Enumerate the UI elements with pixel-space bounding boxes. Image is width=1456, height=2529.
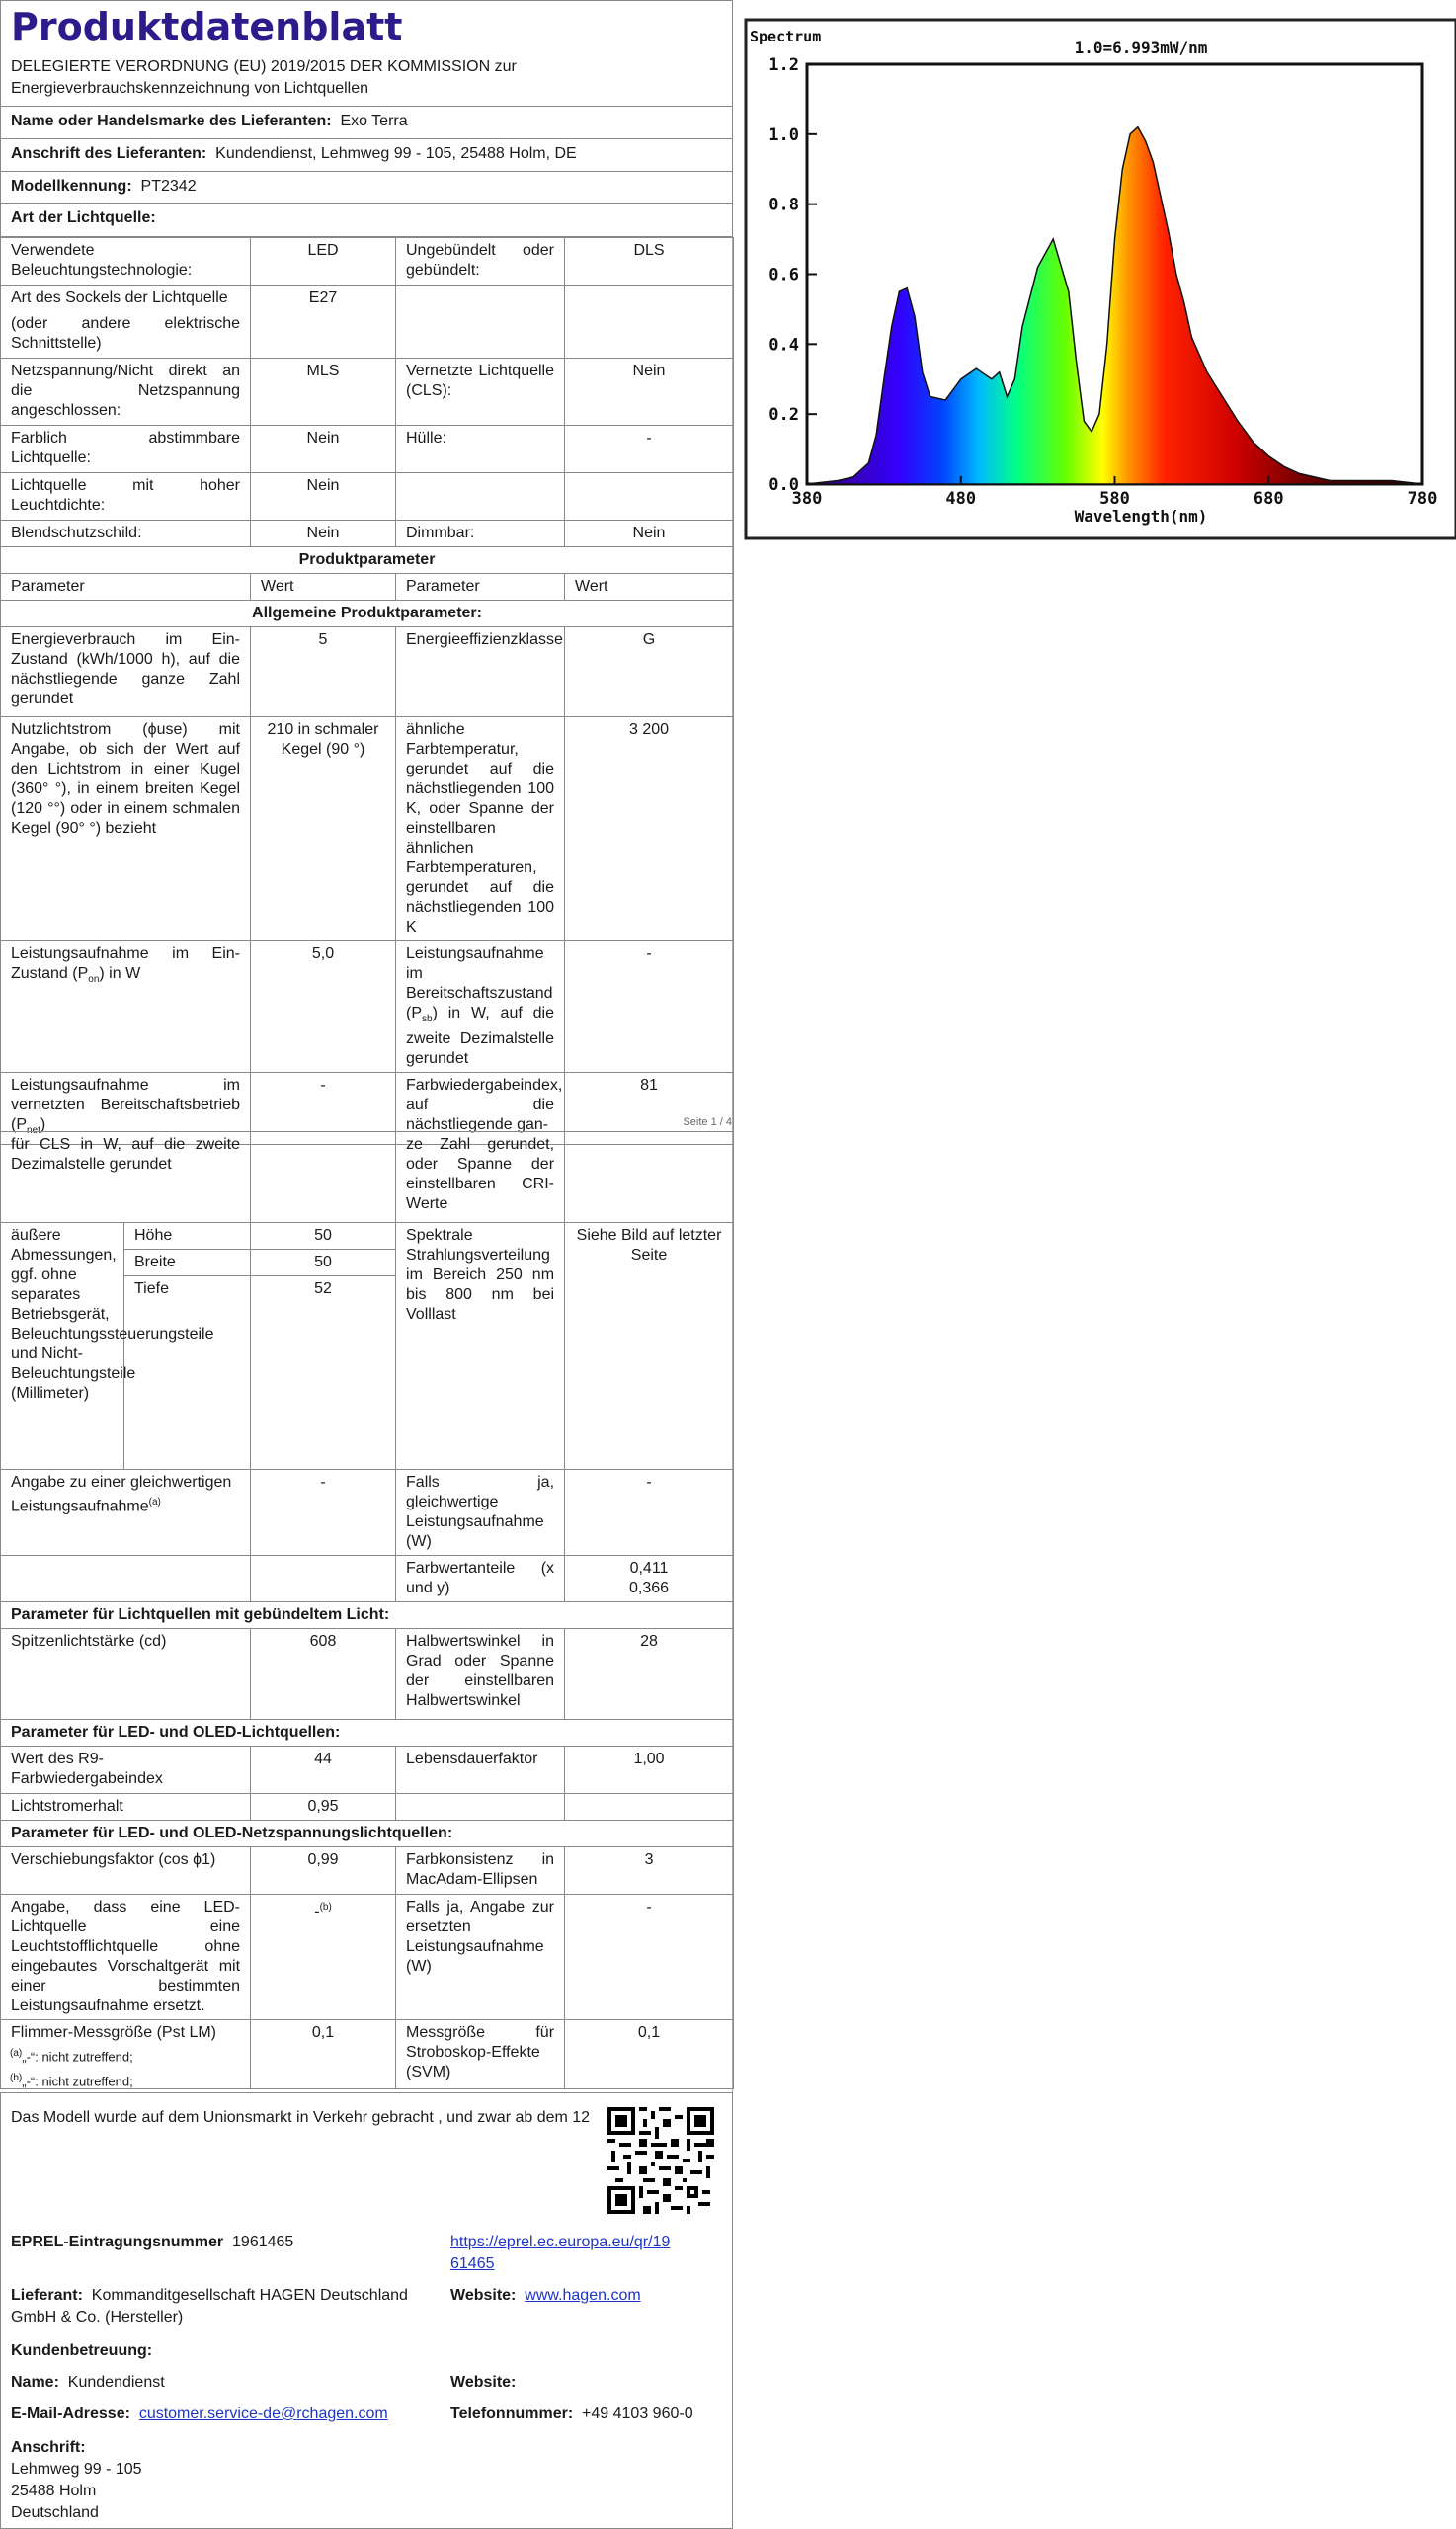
address-block [11,2437,142,2524]
table-row [1,1470,734,1556]
phone-label: Telefonnummer: [450,2406,574,2422]
cell: Lichtquelle mit hoher Leuchtdichte: [1,473,251,521]
qr-code-icon[interactable] [607,2107,714,2214]
regulation-line-1: DELEGIERTE VERORDNUNG (EU) 2019/2015 DER KOMMISSION zur [11,58,517,75]
footnote-marker: (a) [10,2048,23,2059]
customer-care-heading [11,2340,152,2362]
website-label: Website: [450,2287,517,2304]
supplier-address-row [0,139,733,172]
customer-care-label: Kundenbetreuung: [11,2342,153,2359]
contact-name-row [11,2372,165,2394]
socket-note: (oder andere elektrische Schnittstelle) [11,315,240,352]
y-tick-label: 0.0 [768,475,799,495]
y-tick-label: 1.0 [768,124,799,145]
spectrum-chart [746,20,1456,538]
address-label: Anschrift: [11,2439,86,2456]
email-label: E-Mail-Adresse: [11,2406,130,2422]
x-tick-label: 780 [1407,489,1438,509]
product-parameters-table [0,546,734,1145]
cell: - [565,1895,734,2020]
cell [565,1132,734,1223]
table-row [1,1556,734,1602]
y-tick-label: 0.6 [768,265,799,286]
section-heading: Parameter für LED- und OLED-Netzspannungslichtquellen: [1,1821,734,1847]
cell: Messgröße für Stroboskop-Effekte (SVM) [396,2020,565,2089]
website2-row [450,2372,516,2394]
table-row [1,286,734,359]
cell: 3 [565,1847,734,1895]
table-row [1,426,734,473]
contact-name-label: Name: [11,2374,59,2391]
section-heading: Produktparameter [1,547,734,574]
cell: Energieeffizienzklasse [396,627,565,717]
cell: - [251,1073,396,1145]
cell [396,941,565,1073]
market-text: Das Modell wurde auf dem Unionsmarkt in Verkehr gebracht , und zwar ab dem 12 [11,2109,591,2126]
light-type-heading [0,204,733,237]
contact-name-value: Kundendienst [67,2374,165,2391]
cell [1,1556,251,1602]
cell: Spitzenlichtstärke (cd) [1,1629,251,1720]
cell [1,286,251,359]
title-block [0,0,733,107]
pon-label: Leistungsaufnahme im Ein-Zustand (P [11,945,240,982]
supplier-address-label: Anschrift des Lieferanten: [11,145,207,162]
eprel-url-line-1[interactable]: https://eprel.ec.europa.eu/qr/19 [450,2234,671,2250]
email-link[interactable]: customer.service-de@rchagen.com [138,2406,388,2422]
table-row [1,1747,734,1794]
product-parameters-table-continued [0,1131,734,2089]
cell: Verwendete Beleuchtungstechnologie: [1,238,251,286]
x-tick-label: 480 [945,489,977,509]
cell: ähnliche Farbtemperatur, gerundet auf die nächstliegenden 100 K, oder Spanne der einstellbaren ähnlichen Farbtemperaturen, gerundet auf die nächstliegenden 100 K [396,717,565,941]
cell: 608 [251,1629,396,1720]
cell [251,1132,396,1223]
table-row [1,1132,734,1223]
footnote-marker: (b) [10,2073,23,2084]
cell: Angabe, dass eine LED-Lichtquelle eine Leuchtstofflichtquelle ohne eingebautes Vorschaltgerät mit einer bestimmten Leistungsaufnahme ersetzt. [1,1895,251,2020]
cell: Siehe Bild auf letzter Seite [565,1223,734,1470]
supplier-label: Lieferant: [11,2287,83,2304]
chroma-y: 0,366 [628,1580,670,1596]
supplier-info [11,2285,436,2328]
cell: Dimmbar: [396,521,565,547]
footnote-ref: (a) [148,1497,161,1508]
table-row [1,1794,734,1821]
footnote-ref: (b) [319,1902,332,1913]
supplier-name-value: Exo Terra [340,113,408,129]
psb-tail: ) in W, auf die zweite Dezimalstelle gerundet [406,1005,554,1068]
cell: Nein [251,521,396,547]
footnote-a [10,2043,133,2068]
eprel-label: EPREL-Eintragungsnummer [11,2234,224,2250]
cell: 50 [251,1250,396,1276]
website2-label: Website: [450,2374,517,2391]
page-number: Seite 1 / 4 [683,1116,732,1128]
column-header: Parameter [396,574,565,601]
table-row [1,1223,734,1250]
footnote-text: „-“: nicht zutreffend; [22,2049,133,2065]
table-row [1,1847,734,1895]
address-line-1: Lehmweg 99 - 105 [11,2461,142,2478]
cell [396,473,565,521]
cell: Spektrale Strahlungsverteilung im Bereich 250 nm bis 800 nm bei Volllast [396,1223,565,1470]
x-tick-label: 380 [791,489,823,509]
cell [251,1895,396,2020]
cell: 52 [251,1276,396,1470]
cell: 0,1 [565,2020,734,2089]
psb-label: Leistungsaufnahme im Bereitschaftszustand (P [406,945,553,1021]
cell: 1,00 [565,1747,734,1794]
cell [565,286,734,359]
eprel-section [0,2092,733,2529]
cell: Ungebündelt oder gebündelt: [396,238,565,286]
page-title: Produktdatenblatt [11,5,403,48]
supplier-name-label: Name oder Handelsmarke des Lieferanten: [11,113,332,129]
email-row [11,2404,388,2425]
cell: Hülle: [396,426,565,473]
table-row [1,521,734,547]
table-row [1,1895,734,2020]
pon-tail: ) in W [99,965,141,982]
y-tick-label: 1.2 [768,55,799,75]
x-axis-label: Wavelength(nm) [1074,507,1208,526]
cell: 0,95 [251,1794,396,1821]
cell [396,1794,565,1821]
cell: 50 [251,1223,396,1250]
cell [1,941,251,1073]
cell: - [565,941,734,1073]
cell: 44 [251,1747,396,1794]
table-row [1,359,734,426]
supplier-address-value: Kundendienst, Lehmweg 99 - 105, 25488 Holm, DE [215,145,577,162]
light-type-label: Art der Lichtquelle: [11,209,156,226]
spectrum-svg [746,20,1456,538]
cell: 28 [565,1629,734,1720]
cell: Tiefe [124,1276,251,1470]
table-row [1,941,734,1073]
supplier-value-2: GmbH & Co. (Hersteller) [11,2309,184,2325]
cell: Farbwiedergabeindex, auf die nächstliegende gan- [396,1073,565,1145]
cell: G [565,627,734,717]
table-row [1,717,734,941]
light-type-table [0,237,734,547]
cell [251,1556,396,1602]
pnet-tail: ) [40,1116,46,1134]
eprel-value: 1961465 [232,2234,294,2250]
supplier-name-row [0,107,733,139]
cell: Blendschutzschild: [1,521,251,547]
website-link[interactable]: www.hagen.com [525,2287,641,2304]
cell: - [565,426,734,473]
pnet-label: Leistungsaufnahme im vernetzten Bereitschaftsbetrieb (P [11,1077,240,1134]
model-label: Modellkennung: [11,178,132,195]
section-heading: Parameter für LED- und OLED-Lichtquellen: [1,1720,734,1747]
cell: ze Zahl gerundet, oder Spanne der einstellbaren CRI-Werte [396,1132,565,1223]
cell: Lichtstromerhalt [1,1794,251,1821]
cell: Höhe [124,1223,251,1250]
cell: Breite [124,1250,251,1276]
cell: äußere Abmessungen, ggf. ohne separates Betriebsgerät, Beleuchtungssteuerungsteile und Nicht-Beleuchtungsteile (Millimeter) [1,1223,124,1470]
footnote-text: „-“: nicht zutreffend; [22,2074,133,2089]
website-row [450,2285,641,2307]
cell: Falls ja, gleichwertige Leistungsaufnahme (W) [396,1470,565,1556]
cell: Nutzlichtstrom (ϕuse) mit Angabe, ob sich der Wert auf den Lichtstrom in einer Kugel (360° °), in einem breiten Kegel (120 °°) oder in einem schmalen Kegel (90° °) bezieht [1,717,251,941]
socket-label: Art des Sockels der Lichtquelle [11,289,228,306]
cell [565,1794,734,1821]
section-heading: Allgemeine Produktparameter: [1,601,734,627]
cell: 3 200 [565,717,734,941]
regulation-text [11,56,722,100]
cell: Netzspannung/Nicht direkt an die Netzspannung angeschlossen: [1,359,251,426]
cell: 5,0 [251,941,396,1073]
cell: Nein [565,359,734,426]
footnotes [10,2043,133,2093]
chart-annotation: 1.0=6.993mW/nm [1074,39,1208,57]
table-row [1,238,734,286]
equiv-label: Angabe zu einer gleichwertigen Leistungsaufnahme [11,1474,232,1515]
y-tick-label: 0.2 [768,405,799,426]
cell: für CLS in W, auf die zweite Dezimalstelle gerundet [1,1132,251,1223]
x-tick-label: 580 [1099,489,1130,509]
table-header-row [1,574,734,601]
column-header: Wert [565,574,734,601]
cell: Flimmer-Messgröße (Pst LM) [1,2020,251,2089]
y-tick-label: 0.8 [768,195,799,215]
replace-value: - [314,1903,320,1920]
cell: Vernetzte Lichtquelle (CLS): [396,359,565,426]
cell: Farbkonsistenz in MacAdam-Ellipsen [396,1847,565,1895]
table-row [1,627,734,717]
table-row [1,473,734,521]
cell: Nein [565,521,734,547]
column-header: Wert [251,574,396,601]
address-line-2: 25488 Holm [11,2483,97,2499]
cell: Wert des R9-Farbwiedergabeindex [1,1747,251,1794]
chroma-x: 0,411 [629,1560,669,1577]
cell: LED [251,238,396,286]
eprel-link[interactable] [450,2232,670,2275]
cell: Farbwertanteile (x und y) [396,1556,565,1602]
cell: Energieverbrauch im Ein-Zustand (kWh/1000 h), auf die nächstliegende ganze Zahl gerundet [1,627,251,717]
supplier-value: Kommanditgesellschaft HAGEN Deutschland [91,2287,408,2304]
model-value: PT2342 [140,178,197,195]
cell: Nein [251,426,396,473]
cell: 0,1 [251,2020,396,2089]
cell: DLS [565,238,734,286]
y-tick-label: 0.4 [768,335,799,356]
column-header: Parameter [1,574,251,601]
phone-value: +49 4103 960-0 [582,2406,693,2422]
cell: - [565,1470,734,1556]
cell [396,286,565,359]
phone-row [450,2404,693,2425]
cell: 0,99 [251,1847,396,1895]
cell: 210 in schmaler Kegel (90 °) [251,717,396,941]
cell [1,1470,251,1556]
cell: 81 [565,1073,734,1145]
cell: Nein [251,473,396,521]
cell: - [251,1470,396,1556]
regulation-line-2: Energieverbrauchskennzeichnung von Lichtquellen [11,80,369,97]
cell: 5 [251,627,396,717]
cell [565,473,734,521]
cell: E27 [251,286,396,359]
model-row [0,172,733,204]
eprel-url-line-2[interactable]: 61465 [450,2255,495,2272]
eprel-registration [11,2232,293,2253]
pon-sub: on [88,974,100,986]
cell: Falls ja, Angabe zur ersetzten Leistungsaufnahme (W) [396,1895,565,2020]
psb-sub: sb [422,1014,433,1025]
pnet-sub: net [27,1125,40,1137]
x-tick-label: 680 [1253,489,1284,509]
cell: Farblich abstimmbare Lichtquelle: [1,426,251,473]
table-row [1,1629,734,1720]
section-heading: Parameter für Lichtquellen mit gebündeltem Licht: [1,1602,734,1629]
cell: MLS [251,359,396,426]
cell [565,1556,734,1602]
cell: Verschiebungsfaktor (cos ϕ1) [1,1847,251,1895]
cell: Halbwertswinkel in Grad oder Spanne der einstellbaren Halbwertswinkel [396,1629,565,1720]
chart-title: Spectrum [750,28,822,45]
cell: Lebensdauerfaktor [396,1747,565,1794]
address-line-3: Deutschland [11,2504,99,2521]
footnote-b [10,2068,133,2092]
